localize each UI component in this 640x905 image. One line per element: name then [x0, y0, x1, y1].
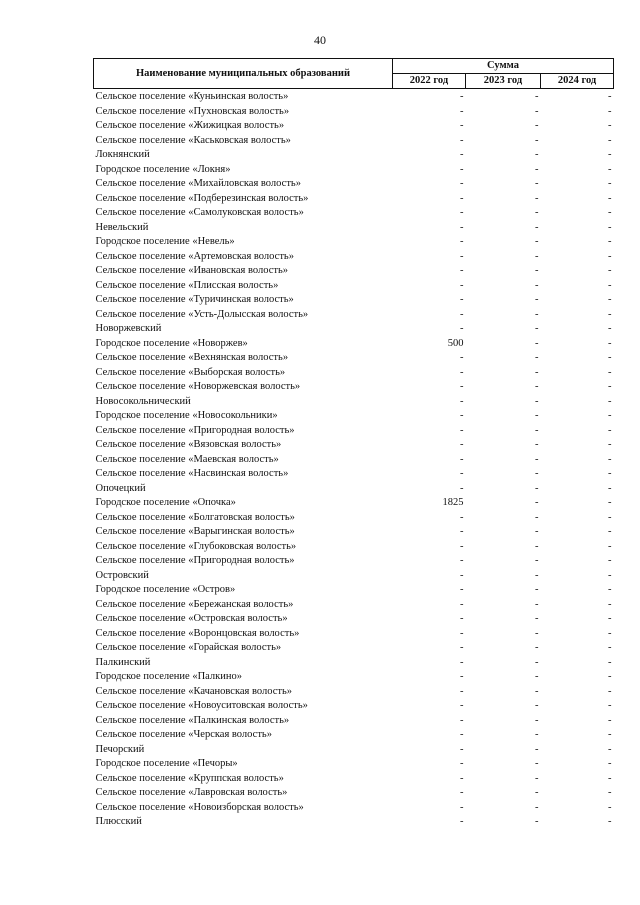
row-value-2023: - — [535, 526, 539, 537]
row-name: Городское поселение «Невель» — [95, 236, 235, 247]
row-value-2022: - — [460, 511, 464, 523]
row-value-2023: - — [535, 511, 539, 523]
row-value-2023: - — [535, 163, 539, 175]
table-row — [94, 482, 614, 497]
table-row — [94, 192, 614, 207]
row-value-2022: - — [460, 410, 464, 421]
row-value-2022: - — [460, 250, 464, 262]
table-row — [94, 583, 614, 598]
row-value-2023: - — [535, 453, 539, 465]
table-row — [94, 337, 614, 352]
row-value-2023: - — [535, 772, 539, 784]
row-value-2023: - — [535, 381, 539, 392]
row-value-2024: - — [608, 323, 612, 334]
row-value-2023: - — [535, 323, 539, 334]
row-value-2022: - — [460, 801, 464, 813]
row-value-2023: - — [535, 584, 539, 595]
row-value-2022: - — [460, 656, 464, 668]
row-value-2024: - — [608, 642, 612, 653]
row-name: Сельское поселение «Островская волость» — [95, 613, 288, 624]
row-value-2022: - — [460, 163, 464, 175]
row-name: Палкинский — [95, 656, 151, 668]
table-row — [94, 308, 614, 323]
row-value-2023: - — [535, 294, 539, 305]
table-row — [94, 264, 614, 279]
row-value-2022: - — [460, 555, 464, 566]
row-name: Сельское поселение «Михайловская волость» — [95, 178, 301, 189]
table-row — [94, 627, 614, 642]
page-number: 40 — [314, 33, 326, 47]
table-row — [94, 380, 614, 395]
row-value-2024: - — [608, 656, 612, 668]
row-value-2024: - — [608, 569, 612, 581]
row-name: Локнянский — [95, 149, 150, 160]
row-name: Городское поселение «Палкино» — [95, 671, 242, 682]
row-value-2024: - — [608, 540, 612, 552]
row-name: Сельское поселение «Воронцовская волость» — [95, 627, 300, 639]
row-name: Островский — [95, 569, 149, 581]
row-name: Сельское поселение «Новоржевская волость» — [95, 381, 301, 392]
row-name: Сельское поселение «Черская волость» — [95, 729, 272, 740]
header-year-2024: 2024 год — [541, 74, 614, 89]
row-value-2022: - — [460, 439, 464, 450]
table-body — [94, 89, 614, 830]
row-value-2024: - — [608, 497, 612, 508]
row-value-2024: - — [608, 685, 612, 697]
table-row — [94, 424, 614, 439]
row-name: Сельское поселение «Маевская волость» — [95, 453, 279, 465]
row-value-2024: - — [608, 700, 612, 711]
row-value-2023: - — [535, 134, 539, 146]
row-value-2023: - — [535, 816, 539, 827]
row-value-2024: - — [608, 555, 612, 566]
row-value-2023: - — [535, 700, 539, 711]
row-value-2023: - — [535, 801, 539, 813]
row-value-2024: - — [608, 221, 612, 233]
row-value-2024: - — [608, 584, 612, 595]
row-name: Городское поселение «Печоры» — [95, 758, 238, 769]
row-name: Сельское поселение «Бережанская волость» — [95, 598, 294, 610]
row-value-2022: - — [460, 700, 464, 711]
table-row — [94, 641, 614, 656]
row-value-2022: - — [460, 729, 464, 740]
table-row — [94, 453, 614, 468]
table-header — [94, 59, 614, 89]
row-value-2024: - — [608, 439, 612, 450]
row-value-2023: - — [535, 120, 539, 131]
table-row — [94, 395, 614, 410]
row-value-2022: - — [460, 685, 464, 697]
row-name: Сельское поселение «Круппская волость» — [95, 772, 284, 784]
row-value-2023: - — [535, 598, 539, 610]
row-name: Сельское поселение «Выборская волость» — [95, 366, 286, 378]
row-value-2024: - — [608, 236, 612, 247]
row-value-2023: - — [535, 613, 539, 624]
row-value-2023: - — [535, 714, 539, 726]
row-value-2022: - — [460, 540, 464, 552]
table-row — [94, 366, 614, 381]
row-value-2022: - — [460, 149, 464, 160]
row-value-2024: - — [608, 758, 612, 769]
row-value-2023: - — [535, 482, 539, 494]
table-row — [94, 409, 614, 424]
row-value-2023: - — [535, 743, 539, 755]
row-value-2022: 1825 — [442, 497, 464, 508]
row-name: Новосокольнический — [95, 395, 191, 407]
row-value-2024: - — [608, 120, 612, 131]
row-value-2024: - — [608, 627, 612, 639]
table-row — [94, 89, 614, 105]
row-name: Городское поселение «Опочка» — [95, 497, 236, 508]
row-value-2024: - — [608, 250, 612, 262]
row-name: Сельское поселение «Вехнянская волость» — [95, 352, 289, 363]
table-row — [94, 728, 614, 743]
row-value-2022: - — [460, 279, 464, 291]
table-row — [94, 670, 614, 685]
row-value-2022: - — [460, 134, 464, 146]
row-name: Городское поселение «Новоржев» — [95, 337, 248, 349]
row-value-2024: - — [608, 294, 612, 305]
row-name: Сельское поселение «Насвинская волость» — [95, 468, 289, 479]
row-value-2023: - — [535, 424, 539, 436]
row-value-2023: - — [535, 685, 539, 697]
row-value-2022: - — [460, 424, 464, 436]
row-value-2024: - — [608, 743, 612, 755]
row-value-2022: - — [460, 221, 464, 233]
row-value-2022: - — [460, 308, 464, 320]
table-row — [94, 685, 614, 700]
row-name: Сельское поселение «Ивановская волость» — [95, 265, 289, 276]
row-value-2024: - — [608, 787, 612, 798]
row-value-2022: - — [460, 569, 464, 581]
row-value-2024: - — [608, 308, 612, 320]
row-name: Опочецкий — [95, 482, 146, 494]
table-row — [94, 293, 614, 308]
row-value-2022: - — [460, 787, 464, 798]
row-value-2023: - — [535, 787, 539, 798]
row-value-2023: - — [535, 279, 539, 291]
row-value-2022: - — [460, 743, 464, 755]
row-value-2023: - — [535, 178, 539, 189]
table-row — [94, 786, 614, 801]
row-value-2023: - — [535, 265, 539, 276]
row-name: Сельское поселение «Варыгинская волость» — [95, 526, 295, 537]
table-row — [94, 525, 614, 540]
row-value-2024: - — [608, 279, 612, 291]
row-name: Сельское поселение «Горайская волость» — [95, 642, 282, 653]
table-row — [94, 554, 614, 569]
row-name: Сельское поселение «Палкинская волость» — [95, 714, 290, 726]
row-value-2022: - — [460, 453, 464, 465]
table-row — [94, 511, 614, 526]
table-row — [94, 540, 614, 555]
row-value-2024: - — [608, 482, 612, 494]
row-value-2024: - — [608, 163, 612, 175]
row-name: Сельское поселение «Лавровская волость» — [95, 787, 288, 798]
table-row — [94, 612, 614, 627]
row-name: Сельское поселение «Глубоковская волость» — [95, 540, 297, 552]
table-row — [94, 163, 614, 178]
row-name: Сельское поселение «Жижицкая волость» — [95, 120, 285, 131]
row-value-2023: - — [535, 729, 539, 740]
row-value-2024: - — [608, 207, 612, 218]
row-value-2022: - — [460, 395, 464, 407]
budget-table — [93, 58, 614, 830]
row-value-2023: - — [535, 497, 539, 508]
row-value-2022: - — [460, 526, 464, 537]
row-name: Сельское поселение «Самолуковская волость» — [95, 207, 304, 218]
row-value-2022: - — [460, 265, 464, 276]
row-value-2022: - — [460, 366, 464, 378]
row-value-2022: - — [460, 613, 464, 624]
row-value-2024: - — [608, 453, 612, 465]
row-name: Новоржевский — [95, 323, 162, 334]
row-name: Сельское поселение «Пригородная волость» — [95, 555, 295, 566]
table-row — [94, 221, 614, 236]
row-value-2024: - — [608, 714, 612, 726]
table-row — [94, 119, 614, 134]
table-row — [94, 279, 614, 294]
row-name: Сельское поселение «Качановская волость» — [95, 685, 293, 697]
row-value-2024: - — [608, 105, 612, 117]
row-value-2024: - — [608, 337, 612, 349]
row-name: Сельское поселение «Усть-Долысская волость» — [95, 308, 309, 320]
table-row — [94, 569, 614, 584]
row-value-2023: - — [535, 308, 539, 320]
row-value-2023: - — [535, 410, 539, 421]
table-row — [94, 656, 614, 671]
table-row — [94, 235, 614, 250]
row-value-2023: - — [535, 221, 539, 233]
row-name: Печорский — [95, 743, 145, 755]
row-value-2022: - — [460, 671, 464, 682]
row-value-2024: - — [608, 149, 612, 160]
table-row — [94, 801, 614, 816]
table-row — [94, 250, 614, 265]
row-value-2023: - — [535, 671, 539, 682]
row-value-2024: - — [608, 366, 612, 378]
table-row — [94, 757, 614, 772]
row-value-2022: - — [460, 294, 464, 305]
row-value-2023: - — [535, 236, 539, 247]
table-row — [94, 772, 614, 787]
row-name: Сельское поселение «Подберезинская волость» — [95, 192, 309, 204]
row-value-2022: - — [460, 468, 464, 479]
row-value-2024: - — [608, 192, 612, 204]
row-name: Сельское поселение «Пригородная волость» — [95, 424, 295, 436]
row-value-2022: - — [460, 323, 464, 334]
table-row — [94, 699, 614, 714]
row-value-2022: - — [460, 772, 464, 784]
row-value-2024: - — [608, 178, 612, 189]
table-row — [94, 148, 614, 163]
table-row — [94, 467, 614, 482]
row-value-2023: - — [535, 555, 539, 566]
row-value-2023: - — [535, 627, 539, 639]
row-name: Городское поселение «Новосокольники» — [95, 410, 278, 421]
header-year-2023: 2023 год — [466, 74, 541, 89]
row-value-2023: - — [535, 149, 539, 160]
row-name: Сельское поселение «Артемовская волость» — [95, 250, 294, 262]
row-value-2024: - — [608, 468, 612, 479]
row-value-2024: - — [608, 526, 612, 537]
row-value-2022: - — [460, 105, 464, 117]
row-value-2023: - — [535, 569, 539, 581]
row-value-2023: - — [535, 250, 539, 262]
row-value-2023: - — [535, 540, 539, 552]
row-value-2022: - — [460, 192, 464, 204]
row-value-2023: - — [535, 366, 539, 378]
header-sum: Сумма — [393, 59, 614, 74]
row-value-2023: - — [535, 105, 539, 117]
row-value-2024: - — [608, 91, 612, 102]
row-name: Сельское поселение «Новоизборская волость» — [95, 801, 304, 813]
row-value-2024: - — [608, 424, 612, 436]
row-value-2024: - — [608, 395, 612, 407]
row-value-2022: - — [460, 642, 464, 653]
header-year-2022: 2022 год — [393, 74, 466, 89]
row-name: Сельское поселение «Болгатовская волость» — [95, 511, 295, 523]
table-row — [94, 105, 614, 120]
row-value-2024: - — [608, 511, 612, 523]
row-value-2022: - — [460, 207, 464, 218]
row-value-2022: - — [460, 758, 464, 769]
row-value-2022: - — [460, 584, 464, 595]
row-value-2024: - — [608, 729, 612, 740]
row-value-2024: - — [608, 801, 612, 813]
row-value-2023: - — [535, 337, 539, 349]
row-value-2024: - — [608, 352, 612, 363]
row-value-2022: - — [460, 120, 464, 131]
row-name: Невельский — [95, 221, 149, 233]
table-row — [94, 598, 614, 613]
table-row — [94, 177, 614, 192]
row-value-2024: - — [608, 598, 612, 610]
row-value-2023: - — [535, 656, 539, 668]
header-name-column: Наименование муниципальных образований — [94, 59, 393, 89]
row-value-2023: - — [535, 758, 539, 769]
row-value-2022: - — [460, 91, 464, 102]
row-value-2023: - — [535, 642, 539, 653]
row-value-2022: 500 — [447, 337, 464, 349]
row-value-2023: - — [535, 439, 539, 450]
row-value-2022: - — [460, 381, 464, 392]
row-value-2022: - — [460, 178, 464, 189]
row-value-2024: - — [608, 772, 612, 784]
row-name: Городское поселение «Локня» — [95, 163, 231, 175]
table-row — [94, 743, 614, 758]
row-value-2024: - — [608, 816, 612, 827]
row-value-2023: - — [535, 468, 539, 479]
row-name: Сельское поселение «Пухновская волость» — [95, 105, 290, 117]
row-value-2023: - — [535, 192, 539, 204]
row-value-2022: - — [460, 816, 464, 827]
row-value-2024: - — [608, 265, 612, 276]
row-name: Сельское поселение «Вязовская волость» — [95, 439, 282, 450]
row-value-2024: - — [608, 613, 612, 624]
row-value-2024: - — [608, 381, 612, 392]
row-value-2024: - — [608, 410, 612, 421]
row-value-2023: - — [535, 395, 539, 407]
row-value-2024: - — [608, 671, 612, 682]
row-value-2022: - — [460, 236, 464, 247]
row-name: Сельское поселение «Туричинская волость» — [95, 294, 294, 305]
row-value-2022: - — [460, 627, 464, 639]
row-name: Сельское поселение «Каськовская волость» — [95, 134, 291, 146]
row-name: Сельское поселение «Куньинская волость» — [95, 91, 289, 102]
row-value-2023: - — [535, 352, 539, 363]
table-row — [94, 815, 614, 830]
table-row — [94, 206, 614, 221]
table-row — [94, 351, 614, 366]
row-value-2023: - — [535, 207, 539, 218]
row-value-2022: - — [460, 482, 464, 494]
row-name: Городское поселение «Остров» — [95, 584, 236, 595]
table-row — [94, 134, 614, 149]
table-row — [94, 496, 614, 511]
row-name: Плюсский — [95, 816, 142, 827]
row-value-2022: - — [460, 598, 464, 610]
row-value-2022: - — [460, 352, 464, 363]
row-name: Сельское поселение «Новоуситовская волость» — [95, 700, 308, 711]
table-row — [94, 714, 614, 729]
table-row — [94, 438, 614, 453]
row-value-2022: - — [460, 714, 464, 726]
row-value-2024: - — [608, 134, 612, 146]
row-name: Сельское поселение «Плисская волость» — [95, 279, 279, 291]
row-value-2023: - — [535, 91, 539, 102]
table-row — [94, 322, 614, 337]
